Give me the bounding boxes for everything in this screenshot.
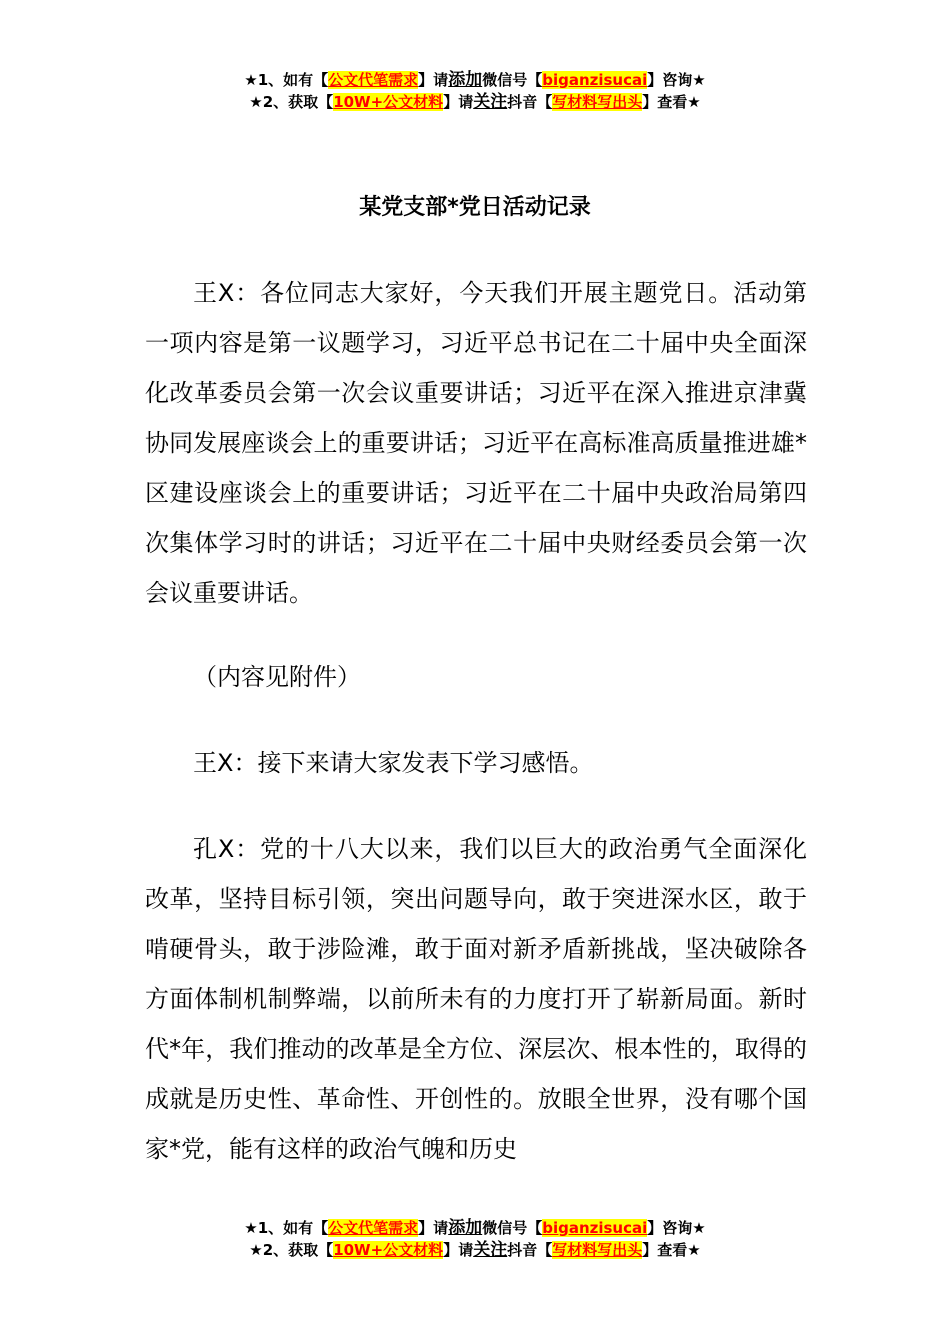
- promo-text: 抖音【: [507, 1241, 553, 1259]
- document-title: 某党支部*党日活动记录: [359, 195, 591, 220]
- paragraph: 王X：接下来请大家发表下学习感悟。: [193, 749, 594, 777]
- promo-highlight: biganzisucai: [542, 71, 648, 89]
- promo-text: 】查看★: [642, 1241, 701, 1259]
- promo-emphasis: 添加: [448, 70, 483, 90]
- promo-highlight: 写材料写出头: [552, 93, 643, 111]
- promo-highlight: 10W+公文材料: [333, 1241, 444, 1259]
- promo-text: ★1、如有【: [244, 1219, 329, 1237]
- promo-highlight: 公文代笔需求: [328, 71, 419, 89]
- promo-emphasis: 关注: [473, 1240, 508, 1260]
- promo-line-1: [0, 69, 950, 91]
- paragraph: 王X：各位同志大家好，今天我们开展主题党日。活动第一项内容是第一议题学习，习近平总书记在二十届中央全面深化改革委员会第一次会议重要讲话；习近平在深入推进京津冀协同发展座谈会上的重要讲话；习近平在高标准高质量推进雄*区建设座谈会上的重要讲话；习近平在二十届中央政治局第四次集体学习时的讲话；习近平在二十届中央财经委员会第一次会议重要讲话。: [145, 279, 807, 607]
- promo-text: 微信号【: [482, 1219, 543, 1237]
- promo-emphasis: 添加: [448, 1218, 483, 1238]
- promo-highlight: 公文代笔需求: [328, 1219, 419, 1237]
- paragraph: 孔X：党的十八大以来，我们以巨大的政治勇气全面深化改革，坚持目标引领，突出问题导向，敢于突进深水区，敢于啃硬骨头，敢于涉险滩，敢于面对新矛盾新挑战，坚决破除各方面体制机制弊端，以前所未有的力度打开了崭新局面。新时代*年，我们推动的改革是全方位、深层次、根本性的，取得的成就是历史性、革命性、开创性的。放眼全世界，没有哪个国家*党，能有这样的政治气魄和历史: [145, 835, 807, 1163]
- promo-highlight: biganzisucai: [542, 1219, 648, 1237]
- promo-text: 】咨询★: [647, 1219, 706, 1237]
- promo-line-1: [0, 1217, 950, 1239]
- promo-text: 】请: [443, 1241, 474, 1259]
- promo-text: 】请: [418, 71, 449, 89]
- paragraph: （内容见附件）: [193, 663, 361, 691]
- promo-text: 】咨询★: [647, 71, 706, 89]
- promo-line-2: [0, 1239, 950, 1261]
- promo-header: [0, 69, 950, 113]
- promo-text: ★2、获取【: [249, 93, 334, 111]
- promo-text: 】请: [443, 93, 474, 111]
- promo-emphasis: 关注: [473, 92, 508, 112]
- promo-text: 微信号【: [482, 71, 543, 89]
- promo-text: ★2、获取【: [249, 1241, 334, 1259]
- promo-text: 】请: [418, 1219, 449, 1237]
- promo-text: ★1、如有【: [244, 71, 329, 89]
- promo-text: 抖音【: [507, 93, 553, 111]
- promo-text: 】查看★: [642, 93, 701, 111]
- promo-highlight: 写材料写出头: [552, 1241, 643, 1259]
- promo-footer: [0, 1217, 950, 1261]
- promo-highlight: 10W+公文材料: [333, 93, 444, 111]
- promo-line-2: [0, 91, 950, 113]
